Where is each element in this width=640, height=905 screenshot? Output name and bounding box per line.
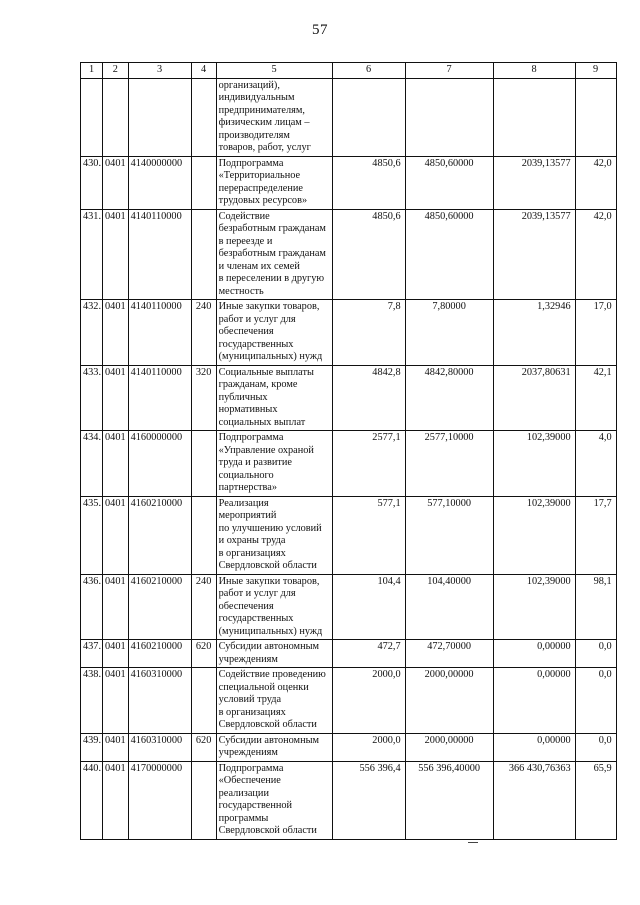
row-number-cell: 437. bbox=[81, 640, 103, 668]
approved-amount-cell: 2000,0 bbox=[332, 733, 405, 761]
execution-percent-cell: 65,9 bbox=[575, 761, 616, 839]
row-number-cell: 434. bbox=[81, 431, 103, 497]
name-line: предпринимателям, bbox=[218, 104, 305, 116]
executed-amount-cell: 0,00000 bbox=[493, 640, 575, 668]
name-line: работ и услуг для bbox=[218, 588, 296, 599]
execution-percent-cell: 42,1 bbox=[575, 365, 616, 431]
row-number-cell: 435. bbox=[81, 496, 103, 574]
name-line: Субсидии автономным bbox=[218, 734, 320, 746]
expense-kind-cell: 620 bbox=[191, 640, 216, 668]
empty-cell bbox=[493, 78, 575, 156]
target-code-cell: 4160210000 bbox=[128, 640, 191, 668]
adjusted-amount-cell: 472,70000 bbox=[405, 640, 493, 668]
executed-amount-cell: 366 430,76363 bbox=[493, 761, 575, 839]
name-line: работ и услуг для bbox=[218, 313, 296, 325]
header-cell: 3 bbox=[128, 63, 191, 79]
name-line: государственной bbox=[218, 800, 293, 811]
empty-cell bbox=[128, 78, 191, 156]
execution-percent-cell: 17,7 bbox=[575, 496, 616, 574]
table-row bbox=[81, 156, 617, 209]
header-cell: 2 bbox=[103, 63, 129, 79]
approved-amount-cell: 4850,6 bbox=[332, 156, 405, 209]
execution-percent-cell: 98,1 bbox=[575, 574, 616, 640]
name-cell bbox=[216, 365, 332, 431]
executed-amount-cell: 2037,80631 bbox=[493, 365, 575, 431]
name-line: программы bbox=[218, 812, 269, 824]
name-cell bbox=[216, 668, 332, 734]
expense-kind-cell: 240 bbox=[191, 574, 216, 640]
header-row bbox=[81, 63, 617, 79]
adjusted-amount-cell: 2000,00000 bbox=[405, 733, 493, 761]
empty-cell bbox=[81, 78, 103, 156]
target-code-cell: 4140110000 bbox=[128, 365, 191, 431]
expense-kind-cell bbox=[191, 761, 216, 839]
executed-amount-cell: 0,00000 bbox=[493, 733, 575, 761]
name-cell bbox=[216, 156, 332, 209]
empty-cell bbox=[405, 78, 493, 156]
name-line: гражданам, кроме bbox=[218, 379, 298, 390]
executed-amount-cell: 102,39000 bbox=[493, 574, 575, 640]
name-line: Иные закупки товаров, bbox=[218, 301, 320, 312]
execution-percent-cell: 0,0 bbox=[575, 668, 616, 734]
name-cell bbox=[216, 761, 332, 839]
name-line: обеспечения bbox=[218, 326, 274, 337]
name-line: Подпрограмма bbox=[218, 432, 284, 443]
adjusted-amount-cell: 577,10000 bbox=[405, 496, 493, 574]
row-number-cell: 430. bbox=[81, 156, 103, 209]
header-cell: 5 bbox=[216, 63, 332, 79]
name-line: нормативных bbox=[218, 404, 278, 415]
section-code-cell: 0401 bbox=[103, 209, 129, 300]
name-line: индивидуальным bbox=[218, 92, 295, 103]
expense-kind-cell: 240 bbox=[191, 300, 216, 366]
name-line: Иные закупки товаров, bbox=[218, 575, 320, 587]
target-code-cell: 4160310000 bbox=[128, 733, 191, 761]
name-line: «Территориальное bbox=[218, 170, 301, 181]
name-line: публичных bbox=[218, 391, 268, 403]
name-cell bbox=[216, 431, 332, 497]
section-code-cell: 0401 bbox=[103, 365, 129, 431]
name-line: специальной оценки bbox=[218, 681, 309, 693]
executed-amount-cell: 102,39000 bbox=[493, 496, 575, 574]
name-line: безработным гражданам bbox=[218, 248, 326, 259]
name-line: Подпрограмма bbox=[218, 762, 284, 774]
name-line: и охраны труда bbox=[218, 535, 286, 546]
table-row bbox=[81, 300, 617, 366]
executed-amount-cell: 2039,13577 bbox=[493, 209, 575, 300]
execution-percent-cell: 4,0 bbox=[575, 431, 616, 497]
name-line: «Обеспечение bbox=[218, 775, 281, 786]
approved-amount-cell: 2577,1 bbox=[332, 431, 405, 497]
name-line: и членам их семей bbox=[218, 260, 300, 272]
target-code-cell: 4170000000 bbox=[128, 761, 191, 839]
execution-percent-cell: 42,0 bbox=[575, 156, 616, 209]
target-code-cell: 4160210000 bbox=[128, 574, 191, 640]
name-line: государственных bbox=[218, 338, 294, 350]
section-code-cell: 0401 bbox=[103, 640, 129, 668]
adjusted-amount-cell: 2000,00000 bbox=[405, 668, 493, 734]
name-line: труда и развитие bbox=[218, 457, 292, 468]
execution-percent-cell: 0,0 bbox=[575, 640, 616, 668]
target-code-cell: 4160000000 bbox=[128, 431, 191, 497]
section-code-cell: 0401 bbox=[103, 668, 129, 734]
row-number-cell: 431. bbox=[81, 209, 103, 300]
execution-percent-cell: 42,0 bbox=[575, 209, 616, 300]
execution-percent-cell: 0,0 bbox=[575, 733, 616, 761]
name-cell bbox=[216, 496, 332, 574]
name-line: мероприятий bbox=[218, 510, 277, 521]
target-code-cell: 4140110000 bbox=[128, 300, 191, 366]
name-line: реализации bbox=[218, 787, 269, 799]
name-line: по улучшению условий bbox=[218, 522, 322, 534]
row-number-cell: 433. bbox=[81, 365, 103, 431]
row-number-cell: 439. bbox=[81, 733, 103, 761]
executed-amount-cell: 0,00000 bbox=[493, 668, 575, 734]
row-number-cell: 438. bbox=[81, 668, 103, 734]
name-line: социального bbox=[218, 469, 274, 481]
approved-amount-cell: 472,7 bbox=[332, 640, 405, 668]
section-code-cell: 0401 bbox=[103, 496, 129, 574]
empty-cell bbox=[103, 78, 129, 156]
executed-amount-cell: 102,39000 bbox=[493, 431, 575, 497]
adjusted-amount-cell: 4842,80000 bbox=[405, 365, 493, 431]
expense-kind-cell bbox=[191, 156, 216, 209]
expense-kind-cell: 620 bbox=[191, 733, 216, 761]
name-cell bbox=[216, 733, 332, 761]
table-row bbox=[81, 640, 617, 668]
approved-amount-cell: 4842,8 bbox=[332, 365, 405, 431]
target-code-cell: 4160310000 bbox=[128, 668, 191, 734]
continuation-row bbox=[81, 78, 617, 156]
approved-amount-cell: 2000,0 bbox=[332, 668, 405, 734]
header-cell: 4 bbox=[191, 63, 216, 79]
name-line: (муниципальных) нужд bbox=[218, 351, 323, 362]
adjusted-amount-cell: 556 396,40000 bbox=[405, 761, 493, 839]
approved-amount-cell: 577,1 bbox=[332, 496, 405, 574]
empty-cell bbox=[575, 78, 616, 156]
expense-kind-cell bbox=[191, 431, 216, 497]
continuation-name-cell bbox=[216, 78, 332, 156]
name-line: Социальные выплаты bbox=[218, 366, 314, 378]
name-cell bbox=[216, 640, 332, 668]
table-row bbox=[81, 668, 617, 734]
table-row bbox=[81, 209, 617, 300]
table-row bbox=[81, 761, 617, 839]
section-code-cell: 0401 bbox=[103, 761, 129, 839]
executed-amount-cell: 2039,13577 bbox=[493, 156, 575, 209]
adjusted-amount-cell: 4850,60000 bbox=[405, 156, 493, 209]
section-code-cell: 0401 bbox=[103, 300, 129, 366]
name-line: Подпрограмма bbox=[218, 157, 284, 169]
footer-mark bbox=[468, 842, 478, 843]
name-line: Субсидии автономным bbox=[218, 641, 320, 652]
name-line: обеспечения bbox=[218, 600, 274, 612]
name-line: физическим лицам – bbox=[218, 117, 310, 128]
section-code-cell: 0401 bbox=[103, 574, 129, 640]
header-cell: 8 bbox=[493, 63, 575, 79]
header-cell: 7 bbox=[405, 63, 493, 79]
name-line: «Управление охраной bbox=[218, 444, 314, 456]
expense-kind-cell bbox=[191, 496, 216, 574]
name-line: условий труда bbox=[218, 694, 282, 705]
section-code-cell: 0401 bbox=[103, 156, 129, 209]
table-row bbox=[81, 365, 617, 431]
name-cell bbox=[216, 209, 332, 300]
name-line: Свердловской области bbox=[218, 560, 317, 571]
row-number-cell: 440. bbox=[81, 761, 103, 839]
name-line: Свердловской области bbox=[218, 825, 317, 836]
section-code-cell: 0401 bbox=[103, 431, 129, 497]
section-code-cell: 0401 bbox=[103, 733, 129, 761]
name-line: Свердловской области bbox=[218, 719, 317, 730]
target-code-cell: 4140000000 bbox=[128, 156, 191, 209]
table-row bbox=[81, 574, 617, 640]
name-line: Содействие bbox=[218, 210, 270, 222]
expense-kind-cell bbox=[191, 209, 216, 300]
target-code-cell: 4140110000 bbox=[128, 209, 191, 300]
expense-kind-cell bbox=[191, 668, 216, 734]
name-cell bbox=[216, 574, 332, 640]
name-line: в организациях bbox=[218, 706, 286, 718]
approved-amount-cell: 4850,6 bbox=[332, 209, 405, 300]
approved-amount-cell: 7,8 bbox=[332, 300, 405, 366]
name-line: производителям bbox=[218, 129, 290, 141]
adjusted-amount-cell: 7,80000 bbox=[405, 300, 493, 366]
table-row bbox=[81, 733, 617, 761]
header-cell: 1 bbox=[81, 63, 103, 79]
expense-kind-cell: 320 bbox=[191, 365, 216, 431]
name-line: (муниципальных) нужд bbox=[218, 625, 323, 637]
name-line: партнерства» bbox=[218, 482, 277, 493]
name-line: товаров, работ, услуг bbox=[218, 142, 311, 153]
name-line: Содействие проведению bbox=[218, 669, 326, 680]
name-line: перераспределение bbox=[218, 182, 303, 194]
table-row bbox=[81, 496, 617, 574]
executed-amount-cell: 1,32946 bbox=[493, 300, 575, 366]
header-cell: 6 bbox=[332, 63, 405, 79]
empty-cell bbox=[332, 78, 405, 156]
name-line: организаций), bbox=[218, 79, 280, 91]
adjusted-amount-cell: 104,40000 bbox=[405, 574, 493, 640]
name-line: местность bbox=[218, 285, 264, 297]
page-number: 57 bbox=[312, 22, 328, 38]
adjusted-amount-cell: 4850,60000 bbox=[405, 209, 493, 300]
budget-table bbox=[80, 62, 617, 840]
row-number-cell: 436. bbox=[81, 574, 103, 640]
approved-amount-cell: 104,4 bbox=[332, 574, 405, 640]
name-line: в переселении в другую bbox=[218, 273, 325, 284]
execution-percent-cell: 17,0 bbox=[575, 300, 616, 366]
row-number-cell: 432. bbox=[81, 300, 103, 366]
empty-cell bbox=[191, 78, 216, 156]
name-cell bbox=[216, 300, 332, 366]
adjusted-amount-cell: 2577,10000 bbox=[405, 431, 493, 497]
name-line: учреждениям bbox=[218, 653, 278, 665]
name-line: в организациях bbox=[218, 547, 286, 559]
target-code-cell: 4160210000 bbox=[128, 496, 191, 574]
name-line: безработным гражданам bbox=[218, 223, 326, 234]
name-line: социальных выплат bbox=[218, 416, 306, 428]
name-line: трудовых ресурсов» bbox=[218, 195, 308, 206]
header-cell: 9 bbox=[575, 63, 616, 79]
table-row bbox=[81, 431, 617, 497]
name-line: в переезде и bbox=[218, 235, 273, 247]
name-line: учреждениям bbox=[218, 747, 278, 758]
name-line: Реализация bbox=[218, 497, 269, 509]
name-line: государственных bbox=[218, 613, 294, 624]
approved-amount-cell: 556 396,4 bbox=[332, 761, 405, 839]
